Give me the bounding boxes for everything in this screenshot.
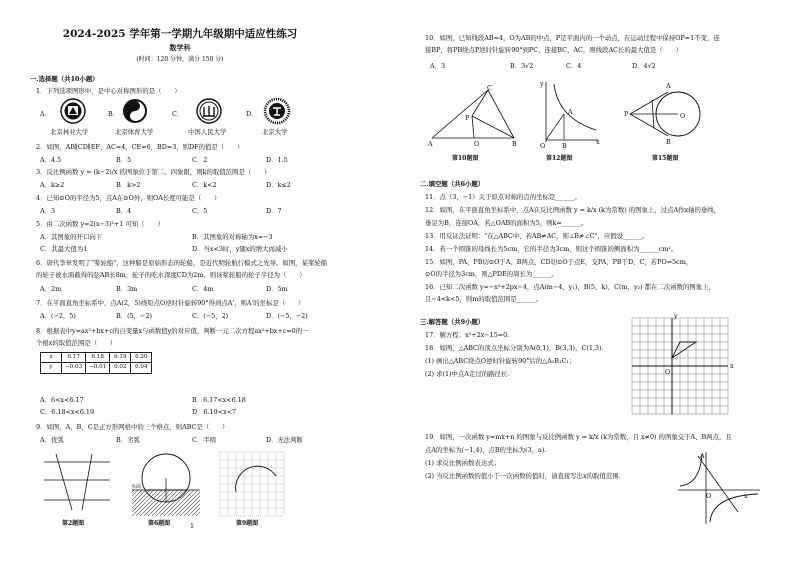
question-16-line-2: 且−4<k<5，则m的取值范围是______。 (425, 295, 543, 303)
exam-meta: (时间：120 分钟，满分 150 分) (136, 56, 224, 63)
q4-option-b: B．4 (116, 207, 132, 215)
q1-letter-a: A． (40, 110, 52, 118)
fig15-label-a: A (666, 82, 671, 90)
question-4: 4．已知⊙O的半径为5，点A在⊙O外，则OA长度可能是（ ） (36, 194, 221, 202)
question-1: 1．下列选项图形中，是中心对称图形的是（ ） (36, 87, 181, 95)
question-8-line-2: 个根x的取值范围是（ ） (36, 339, 117, 347)
logo-label-d: 北京大学 (262, 128, 288, 136)
fig12-label-y: y (540, 80, 544, 88)
table-cell: 6.19 (110, 353, 131, 363)
q9-option-a: A．优弧 (40, 436, 64, 444)
table-cell: −0.01 (86, 363, 110, 373)
fig18-label-o: O (665, 368, 671, 376)
q9-option-b: B．劣弧 (116, 436, 140, 444)
table-cell: 6.20 (131, 353, 152, 363)
fig18-label-x: x (730, 362, 734, 370)
figure-15-caption: 第15题图 (652, 155, 679, 162)
page-title: 2024-2025 学年第一学期九年级期中适应性练习 (62, 28, 298, 40)
q6-option-c: C．4m (192, 285, 214, 293)
fig12-label-o: O (540, 142, 546, 150)
question-9: 9．如图，A，B，C是正方形网格中的三个格点，则ABC是（ ） (36, 423, 229, 431)
fig15-label-p: P (624, 110, 629, 118)
q8-option-a: A．6<x<6.17 (40, 396, 84, 404)
figure-9-caption: 第9题图 (236, 520, 259, 527)
q7-option-a: A．(−2，5) (40, 312, 76, 320)
q1-letter-d: D． (246, 110, 258, 118)
logo-pku-icon (264, 98, 290, 124)
question-14: 14．若一个圆锥的母线长为5cm，它的半径为3cm，则这个圆锥的侧面积为______cm²。 (425, 245, 678, 253)
question-19-line-4: (2) 当反比例函数的值小于一次函数的值时，请直接写出x的取值范围. (425, 472, 621, 480)
fig19-label-a: A (700, 452, 705, 460)
question-10-line-1: 10．如图，已知线段AB=4，O为AB的中点，P是平面内的一个动点，在运动过程中保持OP=1不变，连 (425, 34, 720, 42)
question-8-line-1: 8．根据表中y=ax²+bx+c的自变量x与函数值y的对应值，判断一元二次方程ax²+bx+c=0的一 (36, 327, 309, 335)
q3-option-b: B．k>2 (116, 181, 141, 189)
table-cell: y (41, 363, 62, 373)
table-cell: x (41, 353, 62, 363)
q6-option-d: D．5m (266, 285, 288, 293)
logo-label-c: 中国人民大学 (188, 128, 227, 136)
fig12-label-b: B (562, 142, 567, 150)
question-12-line-2: 垂足为B，连接OA，若△OAB的面积为5，则k=______。 (425, 219, 588, 227)
table-cell: 6.17 (62, 353, 86, 363)
q2-option-b: B．5 (116, 156, 132, 164)
logo-bjfu-icon (60, 98, 86, 124)
page-number: 1 (190, 522, 195, 530)
figure-2-caption: 第2题图 (62, 520, 85, 527)
table-cell: 0.02 (110, 363, 131, 373)
q10-option-c: C．4 (566, 62, 582, 70)
q3-option-a: A．k≥2 (40, 181, 65, 189)
logo-label-b: 北京体育大学 (115, 128, 154, 136)
q4-option-c: C．5 (192, 207, 208, 215)
question-12-line-1: 12．如图，在平面直角坐标系中，点A在反比例函数 y = k/x (k为常数) 的图象上，过点A作x轴的垂线， (425, 206, 721, 214)
q1-letter-c: C． (172, 110, 184, 118)
fig10-label-c: C (487, 84, 492, 92)
q2-option-a: A．4.5 (40, 156, 62, 164)
q9-option-d: D．无法判断 (266, 436, 304, 444)
fig10-label-o: O (474, 140, 480, 148)
q2-option-c: C．2 (192, 156, 208, 164)
q8-option-b: B．6.17<x<6.18 (192, 396, 246, 404)
question-7: 7．在平面直角坐标系中，点A(2，5)绕原点O逆时针旋转90°得到点A'，则A'的坐标是（ ） (36, 299, 305, 307)
question-15-line-1: 15．如图，PA、PB切⊙O于A、B两点，CD切⊙O于点E，交PA、PB于D、C，若PO=5cm， (425, 258, 693, 266)
fig12-label-x: x (596, 138, 600, 146)
q1-letter-b: B． (108, 110, 120, 118)
table-row (41, 363, 152, 373)
question-17: 17．解方程：x²+2x−15=0. (425, 331, 510, 339)
figure-18-coordinate-grid (632, 318, 728, 414)
question-13: 13．用反证法证明："在△ABC中，若AB≠AC，则∠B≠∠C"，应假设______。 (425, 232, 649, 240)
fig19-label-o: O (706, 492, 712, 500)
q5-option-a: A．其图象的开口向下 (40, 233, 103, 241)
q8-option-c: C．6.18<x<6.19 (40, 408, 95, 416)
fig10-label-p: P (465, 114, 470, 122)
q4-option-d: D．7 (266, 207, 282, 215)
table-row (41, 353, 152, 363)
figure-10-triangle (428, 82, 518, 144)
q7-option-b: B．(5，−2) (116, 312, 152, 320)
fig18-label-y: y (674, 312, 678, 320)
fig15-label-b: B (666, 138, 671, 146)
question-19-line-3: (1) 求反比例函数表达式； (425, 459, 500, 467)
figure-6-caption: 第6题图 (148, 520, 171, 527)
figure-9-grid (220, 452, 284, 516)
table-cell: 0.04 (131, 363, 152, 373)
q5-option-c: C．其最大值为1 (40, 245, 88, 253)
figure-12-caption: 第12题图 (546, 155, 573, 162)
q8-value-table (40, 352, 152, 374)
q5-option-b: B．其图象的对称轴为x=−3 (192, 233, 273, 241)
logo-ruc-icon (196, 98, 222, 124)
fig12-label-a: A (568, 108, 573, 116)
q6-option-b: B．3m (116, 285, 138, 293)
section-answer-heading: 三.解答题（共9小题） (420, 318, 485, 326)
q5-option-d: D．当x<3时，y随x的增大而减小 (192, 245, 288, 253)
q7-option-d: D．(−5，−2) (266, 312, 308, 320)
table-cell: 6.18 (86, 353, 110, 363)
figure-19-functions (676, 450, 762, 526)
table-cell: −0.03 (62, 363, 86, 373)
subject-label: 数学科 (169, 43, 191, 52)
question-19-line-2: 点A的坐标为(−1,4)，点B的坐标为(3，a). (425, 446, 547, 454)
q10-option-d: D．4√2 (632, 62, 656, 70)
q9-option-c: C．半圆 (192, 436, 217, 444)
question-18-line-2: (1) 画出△ABC绕点O逆时针旋转90°后的△A₁B₁C₁； (425, 357, 576, 365)
logo-label-a: 北京林业大学 (50, 128, 89, 136)
figure-2-parallel-lines (42, 452, 112, 514)
question-15-line-2: ⊙O的半径为3cm，则△PDE的周长为______。 (425, 270, 558, 278)
question-2: 2．如图，AB∥CD∥EF，AC=4，CE=6，BD=3，则DF的值是（ ） (36, 143, 244, 151)
q3-option-d: D．k≤2 (266, 181, 291, 189)
question-6-line-1: 6．唐代李皋发明了"桨轮船"，这种船是原始形态的轮船，是近代明轮航行模式之先导。如图，某桨轮船 (36, 259, 328, 267)
fig15-label-o: O (680, 112, 686, 120)
question-5: 5．由二次函数 y=2(x−3)²+1 可知（ ） (36, 220, 164, 228)
question-18-line-3: (2) 求(1)中点A走过的路径长. (425, 370, 510, 378)
figure-10-caption: 第10题图 (452, 155, 479, 162)
q8-option-d: D．6.19<x<7 (192, 408, 237, 416)
q6-option-a: A．2m (40, 285, 62, 293)
q3-option-c: C．k<2 (192, 181, 217, 189)
question-11: 11．点（3，−1）关于原点对称的点的坐标是______。 (425, 193, 581, 201)
q10-option-a: A．3 (430, 62, 446, 70)
logo-bsu-icon (122, 98, 148, 124)
q2-option-d: D．1.5 (266, 156, 288, 164)
question-16-line-1: 16．已知二次函数 y=−x²+2px−4，点A(m−4，y₁)，B(5，k)，C(m，y₂) 都在二次函数的图象上， (425, 283, 715, 291)
q10-option-b: B．3√2 (510, 62, 534, 70)
question-18-line-1: 18．如图，△ABC的顶点坐标分别为A(0,1)，B(3,3)，C(1,3). (425, 344, 604, 352)
fig10-label-b: B (512, 140, 517, 148)
question-6-line-2: 的轮子被水面截得的弦AB长8m，轮子的吃水深度CD为2m，则该桨轮船的轮子半径为（ ） (36, 271, 306, 279)
question-3: 3．反比例函数 y = (k−2)/x 的图象位于第二、四象限，则k的取值范围是（ ） (36, 168, 271, 176)
q4-option-a: A．3 (40, 207, 56, 215)
fig19-label-x: x (744, 492, 748, 500)
question-10-line-2: 接BP，将PB绕点P逆时针旋转90°到PC，连接BC、AC，则线段AC长的最大值是（ ） (425, 46, 682, 54)
section-choice-heading: 一.选择题（共10小题） (30, 75, 99, 83)
figure-6-water-label: 水面 (131, 484, 142, 490)
fig10-label-a: A (428, 140, 433, 148)
question-19-line-1: 19．如图，一次函数 y=mx+n 的图象与反比例函数 y = k/x (k为常数，且 x≠0) 的图象交于A、B两点，且 (425, 433, 732, 441)
q7-option-c: C．(−5，2) (192, 312, 229, 320)
figure-15-tangent-circle (624, 80, 706, 146)
section-fill-heading: 二.填空题（共6小题） (420, 180, 485, 188)
